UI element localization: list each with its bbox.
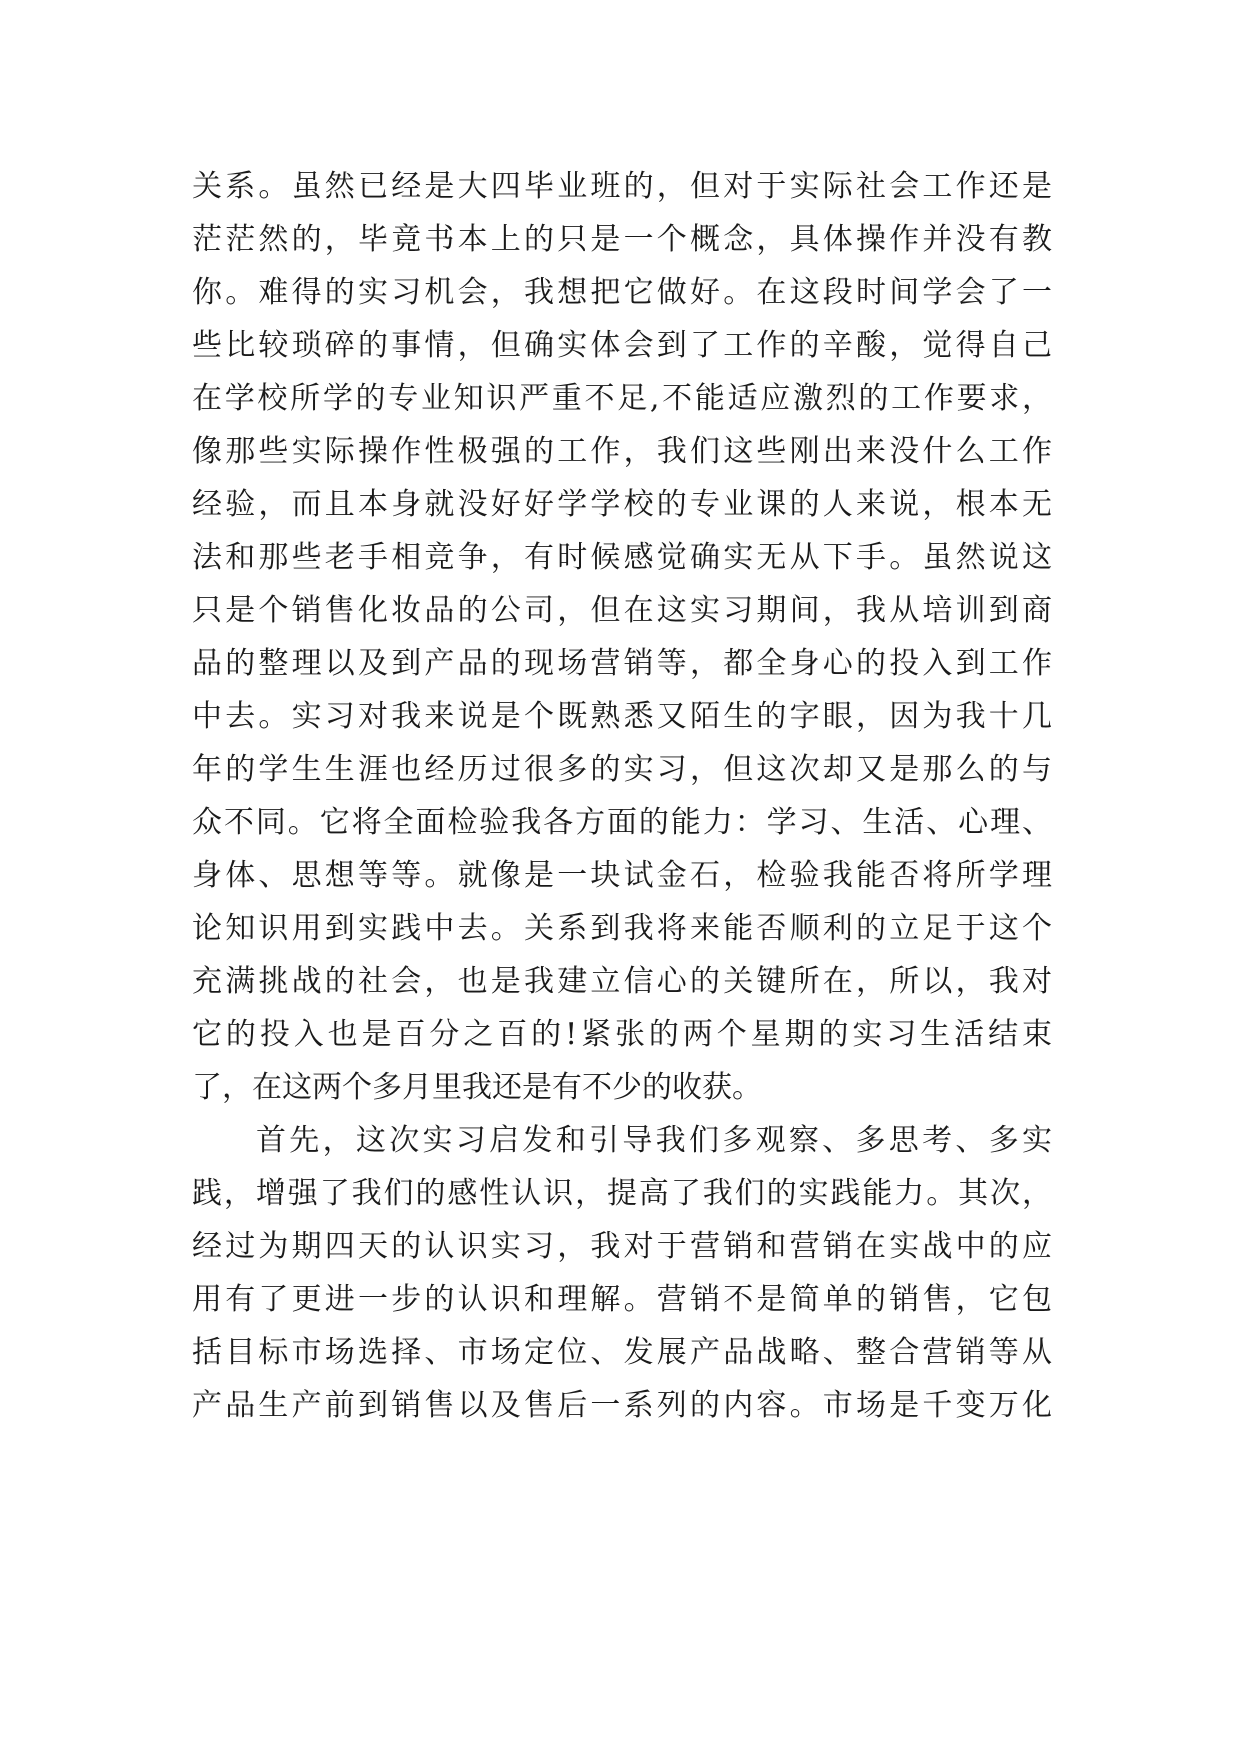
- text-line: 践，增强了我们的感性认识，提高了我们的实践能力。其次，: [192, 1176, 1052, 1211]
- text-line: 你。难得的实习机会，我想把它做好。在这段时间学会了一: [192, 275, 1052, 310]
- body-text: [192, 160, 1052, 1432]
- text-line: 产品生产前到销售以及售后一系列的内容。市场是千变万化: [192, 1388, 1052, 1423]
- text-line: 法和那些老手相竞争，有时候感觉确实无从下手。虽然说这: [192, 540, 1052, 575]
- paragraph-2: [192, 1114, 1052, 1432]
- text-line: 年的学生生涯也经历过很多的实习，但这次却又是那么的与: [192, 752, 1052, 787]
- text-line: 身体、思想等等。就像是一块试金石，检验我能否将所学理: [192, 858, 1052, 893]
- text-line: 众不同。它将全面检验我各方面的能力：学习、生活、心理、: [192, 805, 1052, 840]
- text-line: 充满挑战的社会，也是我建立信心的关键所在，所以，我对: [192, 964, 1052, 999]
- text-line: 用有了更进一步的认识和理解。营销不是简单的销售，它包: [192, 1282, 1052, 1317]
- text-line: 关系。虽然已经是大四毕业班的，但对于实际社会工作还是: [192, 169, 1052, 204]
- text-line: 中去。实习对我来说是个既熟悉又陌生的字眼，因为我十几: [192, 699, 1052, 734]
- text-line: 在学校所学的专业知识严重不足,不能适应激烈的工作要求，: [192, 381, 1052, 416]
- text-line: 些比较琐碎的事情，但确实体会到了工作的辛酸，觉得自己: [192, 328, 1052, 363]
- text-line: 了，在这两个多月里我还是有不少的收获。: [192, 1070, 762, 1105]
- text-line: 只是个销售化妆品的公司，但在这实习期间，我从培训到商: [192, 593, 1052, 628]
- text-line: 像那些实际操作性极强的工作，我们这些刚出来没什么工作: [192, 434, 1052, 469]
- text-line: 论知识用到实践中去。关系到我将来能否顺利的立足于这个: [192, 911, 1052, 946]
- text-line: 品的整理以及到产品的现场营销等，都全身心的投入到工作: [192, 646, 1052, 681]
- text-line: 括目标市场选择、市场定位、发展产品战略、整合营销等从: [192, 1335, 1052, 1370]
- text-line: 首先，这次实习启发和引导我们多观察、多思考、多实: [256, 1123, 1052, 1158]
- paragraph-1: [192, 160, 1052, 1114]
- text-line: 茫茫然的，毕竟书本上的只是一个概念，具体操作并没有教: [192, 222, 1052, 257]
- text-line: 经验，而且本身就没好好学学校的专业课的人来说，根本无: [192, 487, 1052, 522]
- text-line: 经过为期四天的认识实习，我对于营销和营销在实战中的应: [192, 1229, 1052, 1264]
- text-line: 它的投入也是百分之百的!紧张的两个星期的实习生活结束: [192, 1017, 1052, 1052]
